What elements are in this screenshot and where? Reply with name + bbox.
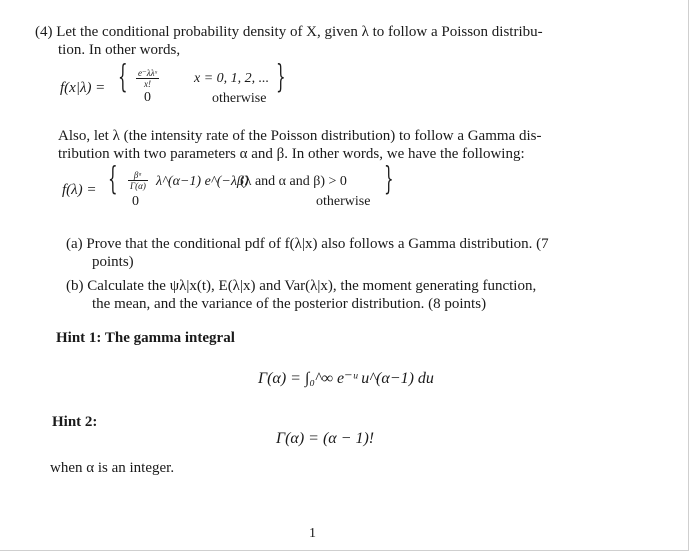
part-a-line-1: (a) Prove that the conditional pdf of f(λ|x) also follows a Gamma distribution. (7 <box>66 236 549 252</box>
problem-line-3: Also, let λ (the intensity rate of the Poisson distribution) to follow a Gamma dis- <box>58 128 542 144</box>
poisson-condition-1: x = 0, 1, 2, ... <box>194 71 270 86</box>
poisson-fraction-denominator: x! <box>144 79 152 89</box>
page-number: 1 <box>309 526 316 541</box>
problem-line-4: tribution with two parameters α and β. In other words, we have the following: <box>58 146 525 162</box>
hint-1-title: Hint 1: The gamma integral <box>56 330 235 346</box>
gamma-lhs: f(λ) = <box>62 182 97 198</box>
problem-line-2: tion. In other words, <box>58 42 181 58</box>
poisson-left-brace: { <box>118 58 128 96</box>
gamma-fraction <box>128 170 148 191</box>
hint-2-formula: Γ(α) = (α − 1)! <box>276 430 375 447</box>
gamma-fraction-numerator: βᵅ <box>128 170 148 181</box>
poisson-condition-2: otherwise <box>212 91 267 106</box>
poisson-fraction-numerator: e⁻λλˣ <box>138 68 158 78</box>
gamma-condition-2: otherwise <box>316 194 371 209</box>
poisson-lhs: f(x|λ) = <box>60 80 106 96</box>
gamma-left-brace: { <box>108 160 118 198</box>
gamma-expression: λ^(α−1) e^(−λβ) <box>156 174 249 189</box>
poisson-right-brace: } <box>276 58 286 96</box>
poisson-zero: 0 <box>144 90 151 105</box>
hint-2-note: when α is an integer. <box>50 460 175 476</box>
hint-2-title: Hint 2: <box>52 414 98 430</box>
part-b-line-2: the mean, and the variance of the posterior distribution. (8 points) <box>92 296 487 312</box>
gamma-zero: 0 <box>132 194 139 209</box>
poisson-fraction <box>136 68 159 89</box>
part-a-line-2: points) <box>92 254 134 270</box>
gamma-fraction-denominator: Γ(α) <box>130 181 146 191</box>
problem-line-1: (4) Let the conditional probability density of X, given λ to follow a Poisson distribu- <box>35 24 543 40</box>
gamma-condition-1: (λ and α and β) > 0 <box>240 174 347 189</box>
part-b-line-1: (b) Calculate the ψλ|x(t), E(λ|x) and Var(λ|x), the moment generating function, <box>66 278 537 294</box>
gamma-right-brace: } <box>384 160 394 198</box>
hint-1-formula: Γ(α) = ∫₀^∞ e⁻ᵘ u^(α−1) du <box>258 370 434 387</box>
